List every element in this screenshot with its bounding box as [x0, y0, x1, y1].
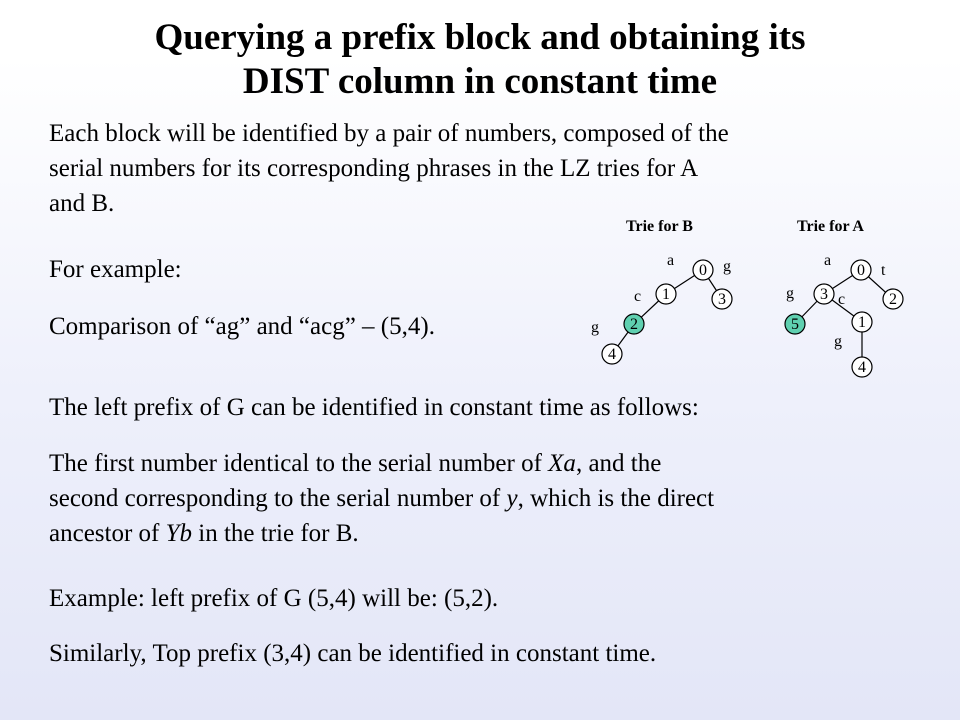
trie-a-node: [814, 284, 834, 304]
trie-b-node-highlighted: [624, 314, 644, 334]
paragraph-comparison: Comparison of “ag” and “acg” – (5,4).: [49, 313, 435, 340]
svg-text:2: 2: [630, 316, 638, 333]
title-line-2: DIST column in constant time: [242, 61, 718, 102]
slide-title: [0, 16, 960, 104]
paragraph-left-prefix: The left prefix of G can be identified in constant time as follows:: [49, 394, 699, 421]
paragraph-line: The first number identical to the serial number of Xa, and the: [49, 450, 662, 477]
paragraph-line: Each block will be identified by a pair of numbers, composed of the: [49, 120, 729, 147]
paragraph-for-example: For example:: [49, 256, 182, 283]
trie-a-node: [851, 260, 871, 280]
trie-b-node: [656, 284, 676, 304]
trie-b-node: [712, 289, 732, 309]
trie-b-edge-label: c: [634, 288, 642, 305]
trie-a-edge-label: a: [824, 252, 832, 269]
trie-b-node: [602, 344, 622, 364]
paragraph-line: ancestor of Yb in the trie for B.: [49, 520, 359, 547]
svg-text:5: 5: [791, 316, 799, 333]
paragraph-line: and B.: [49, 190, 115, 217]
trie-a-node: [852, 357, 872, 377]
trie-b-edge-label: a: [667, 252, 675, 269]
trie-a-edge-label: c: [838, 291, 846, 308]
svg-text:2: 2: [889, 291, 897, 308]
trie-a-node: [883, 289, 903, 309]
paragraph-example-left-prefix: Example: left prefix of G (5,4) will be: (5,2).: [49, 585, 499, 612]
trie-a-edge-label: t: [881, 262, 886, 279]
italic-term: y: [506, 485, 518, 512]
italic-term: Xa: [548, 450, 576, 477]
trie-a-node: [852, 312, 872, 332]
svg-text:1: 1: [858, 314, 866, 331]
paragraph-line: serial numbers for its corresponding phrases in the LZ tries for A: [49, 155, 699, 182]
svg-text:0: 0: [699, 262, 707, 279]
svg-text:1: 1: [662, 286, 670, 303]
svg-text:3: 3: [820, 286, 828, 303]
paragraph-block-identification: [49, 116, 729, 221]
paragraph-top-prefix: Similarly, Top prefix (3,4) can be identified in constant time.: [49, 640, 657, 667]
trie-a-edge-label: g: [834, 333, 842, 350]
trie-b-node: [693, 260, 713, 280]
italic-term: Yb: [165, 520, 193, 547]
trie-a-node-highlighted: [785, 314, 805, 334]
paragraph-first-number: [49, 446, 714, 551]
svg-text:4: 4: [858, 359, 866, 376]
trie-a-diagram: [770, 245, 940, 385]
trie-b-edge-label: g: [723, 258, 731, 275]
trie-b-diagram: [580, 245, 750, 375]
svg-text:0: 0: [857, 262, 865, 279]
svg-text:4: 4: [608, 346, 616, 363]
paragraph-line: second corresponding to the serial number of y, which is the direct: [49, 485, 715, 512]
trie-b-label: Trie for B: [626, 218, 693, 235]
trie-a-label: Trie for A: [797, 218, 864, 235]
trie-a-edge-label: g: [786, 285, 794, 302]
svg-text:3: 3: [718, 291, 726, 308]
title-line-1: Querying a prefix block and obtaining its: [154, 17, 806, 58]
trie-b-edge-label: g: [591, 319, 599, 336]
